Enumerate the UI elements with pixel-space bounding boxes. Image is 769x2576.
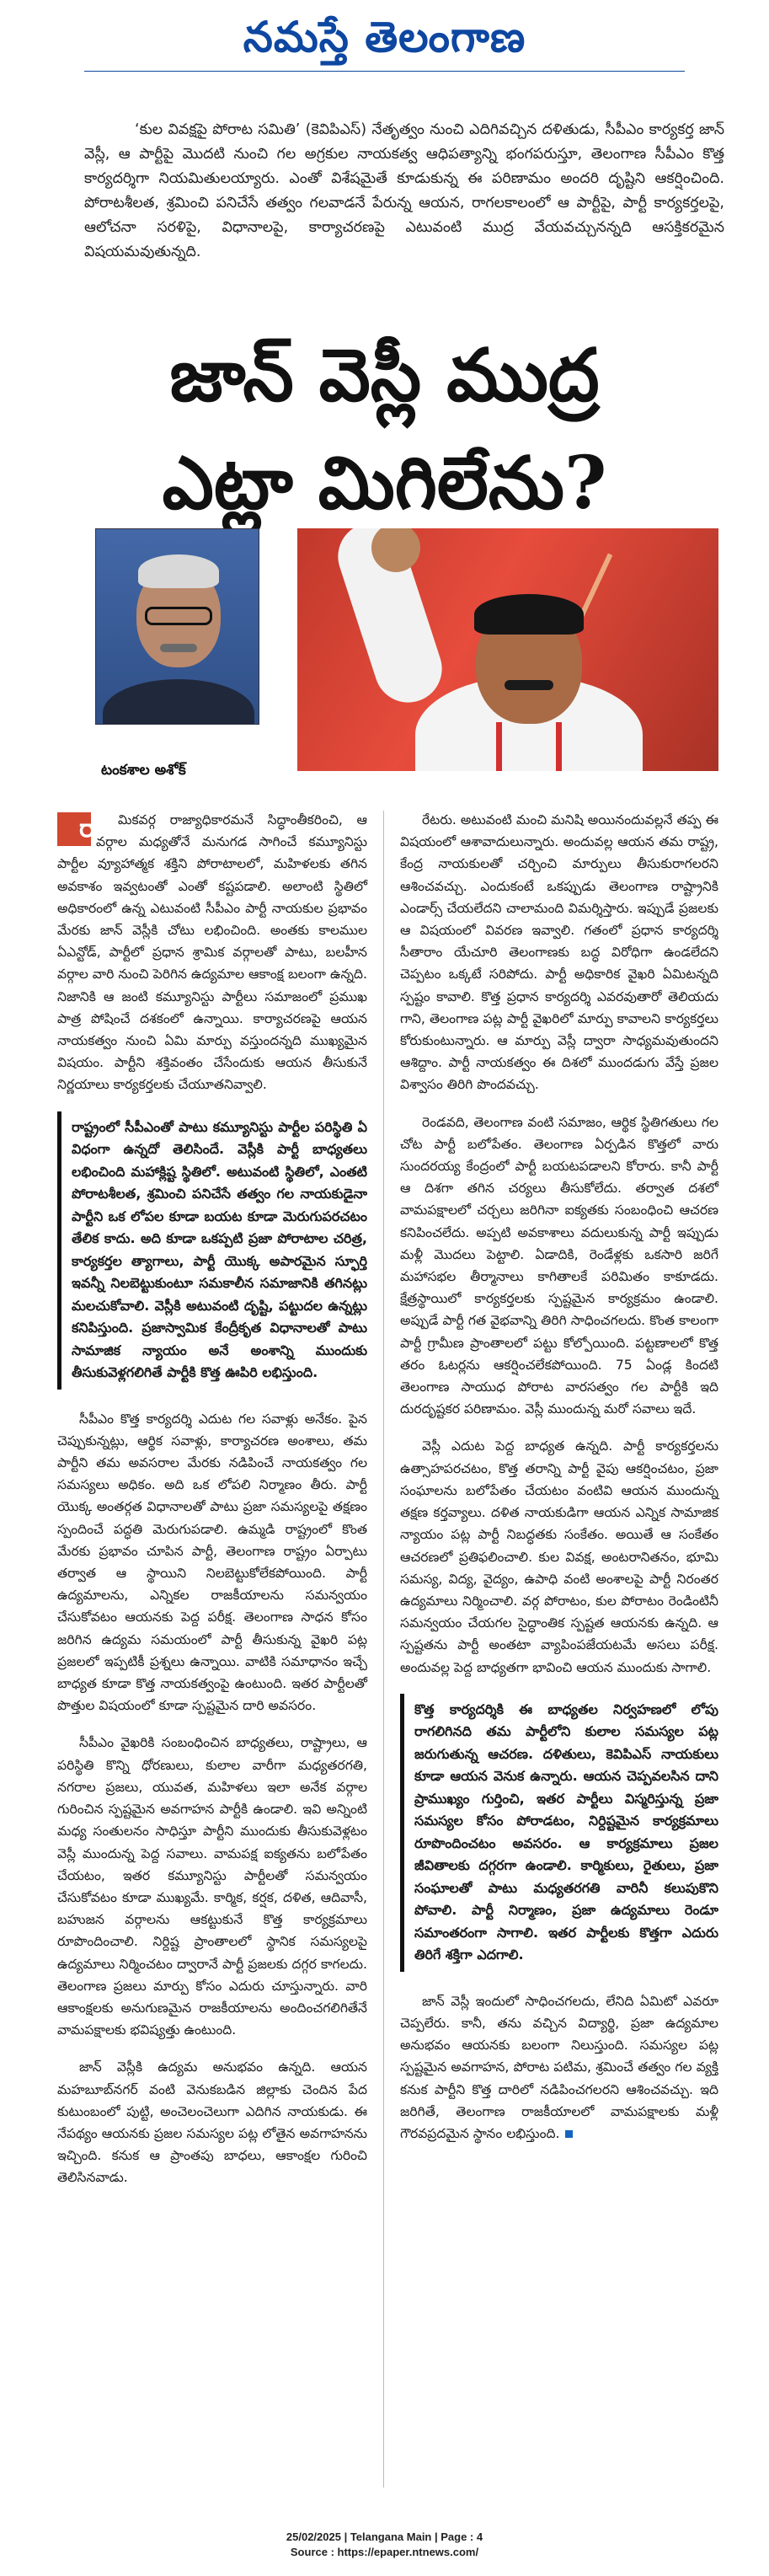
headline-line-2: ఎట్లా మిగిలేను? xyxy=(162,441,607,526)
dropcap: రా xyxy=(57,812,91,846)
masthead xyxy=(0,0,769,78)
paragraph: జాన్ వెస్లీకి ఉద్యమ అనుభవం ఉన్నది. ఆయన మహబూబ్‌నగర్ వంటి వెనుకబడిన జిల్లాకు చెందిన పేద కుటుంబంలో పుట్టి, అంచెలంచెలుగా ఎదిగిన నాయకుడు. ఈ నేపథ్యం ఆయనకు ప్రజల సమస్యల పట్ల లోతైన అవగాహనను ఇచ్చింది. కనుక ఆ ప్రాంతపు బాధలు, ఆకాంక్షల గురించి తెలిసినవాడు. xyxy=(57,2059,367,2186)
paragraph-text: మికవర్గ రాజ్యాధికారమనే సిద్ధాంతీకరించి, ఆ వర్గాల మధ్యతోనే మనుగడ సాగించే కమ్యూనిస్టు పార్టీల వ్యూహాత్మక శక్తిని పోరాటాలలో, మహిళలకు తగిన అవకాశం ఇవ్వటంతో ఎంతో కష్టపడాలి. అలాంటి స్థితిలో అధికారంలో ఉన్న ఎటువంటి సీపీఎం పార్టీ నాయకుల ప్రభావం మేరకు జాన్ వెస్లీకి చోటు లభించింది. అంతకు కాలముల ఏఎన్టోడ్, పార్టీలో ప్రధాన శ్రామిక వర్గాలతో పాటు, బలహీన వర్గాల వారి నుంచి పెరిగిన ఉద్యమాల ఆకాంక్ష బలంగా ఉన్నది. నిజానికి ఆ జంటి కమ్యూనిస్టు పార్టీలు సమాజంలో ప్రముఖ పాత్ర పోషించే దశకంలో ఉన్నాయి. కార్యాచరణపై ఆయన నాయకత్వం నుంచి ఏమి మార్పు వస్తుందన్నది ముఖ్యమైన విషయం. పార్టీని శక్తివంతం చేసేందుకు ఆయన తీసుకునే నిర్ణయాలు కార్యకర్తలకు చేయూతనివ్వాలి. xyxy=(57,812,367,1093)
author-hair xyxy=(138,554,219,588)
footer-source: Source : https://epaper.ntnews.com/ xyxy=(290,2546,479,2558)
subject-mustache xyxy=(505,680,553,690)
author-photo xyxy=(95,528,259,725)
paragraph xyxy=(57,809,367,1096)
masthead-divider xyxy=(84,71,685,72)
subject-lanyard xyxy=(496,722,562,771)
paragraph-text: జాన్ వెస్లీ ఇందులో సాధించగలదు, లేనిది ఏమిటో ఎవరూ చెప్పలేరు. కానీ, తను వచ్చిన విద్యార్థి, ప్రజా ఉద్యమాల అనుభవం ఆయనకు బలంగా నిలుస్తుంది. సమస్యల పట్ల స్పష్టమైన అవగాహన, పోరాట పటిమ, శ్రమించే తత్వం గల వ్యక్తి కనుక పార్టీని కొత్త దారిలో నడిపించగలరని ఆశించవచ్చు. ఇది జరిగితే, తెలంగాణ రాజకీయాలలో వామపక్షాలకు మళ్లీ గౌరవప్రదమైన స్థానం లభిస్తుంది. xyxy=(400,1993,718,2141)
masthead-title: నమస్తే తెలంగాణ xyxy=(243,12,526,62)
author-mustache xyxy=(160,644,197,652)
subject-hair xyxy=(474,594,584,635)
subject-fist xyxy=(371,528,420,572)
footer-date-page: 25/02/2025 | Telangana Main | Page : 4 xyxy=(286,2530,483,2543)
paragraph: సీపీఎం కొత్త కార్యదర్శి ఎదుట గల సవాళ్లు అనేకం. పైన చెప్పుకున్నట్లు, ఆర్థిక సవాళ్లు, కార్యాచరణ అంశాలు, తమ పార్టీని తమ అవసరాల మేరకు నడిపించే నాయకత్వం గల సమస్యలు అధికం. అది ఒక లోపలి నిర్మాణం తీరు. పార్టీ యొక్క అంతర్గత విధానాలతో పాటు ప్రజా సమస్యలపై తక్షణం స్పందించే పద్ధతి మెరుగుపడాలి. ఉమ్మడి రాష్ట్రంలో కొంత మేరకు ప్రభావం చూపిన పార్టీ, తెలంగాణ రాష్ట్రం ఏర్పాటు తర్వాత ఆ స్థాయిని నిలబెట్టుకోలేకపోయింది. పార్టీ ఉద్యమాలను, ఎన్నికల రాజకీయాలను సమన్వయం చేసుకోవటం ఆయనకు పెద్ద పరీక్ష. తెలంగాణ సాధన కోసం జరిగిన ఉద్యమ సమయంలో పార్టీ తీసుకున్న వైఖరి పట్ల ప్రజలలో ఇప్పటికీ ప్రశ్నలు ఉన్నాయి. వాటికి సమాధానం ఇచ్చే బాధ్యత కూడా కొత్త నాయకత్వంపై ఉంటుంది. ఇతర పార్టీలతో పొత్తుల విషయంలో కూడా స్పష్టమైన దారి అవసరం. xyxy=(57,1411,367,1714)
article-column-right xyxy=(400,809,718,2160)
pullquote xyxy=(400,1694,718,1972)
pullquote xyxy=(57,1111,367,1390)
article-column-left xyxy=(57,809,367,2204)
paragraph: వెస్లీ ఎదుట పెద్ద బాధ్యత ఉన్నది. పార్టీ కార్యకర్తలను ఉత్సాహపరచటం, కొత్త తరాన్ని పార్టీ వైపు ఆకర్షించటం, ప్రజా సంఘాలను బలోపేతం చేయటం వంటివి ఆయన ముందున్న తక్షణ కర్తవ్యాలు. దళిత నాయకుడిగా ఆయన ఎన్నిక సామాజిక న్యాయం పట్ల పార్టీ నిబద్ధతకు సంకేతం. అయితే ఆ సంకేతం ఆచరణలో ప్రతిఫలించాలి. కుల వివక్ష, అంటరానితనం, భూమి సమస్య, విద్య, వైద్యం, ఉపాధి వంటి అంశాలపై పార్టీ నిరంతర ఉద్యమాలు నిర్మించాలి. వర్గ పోరాటం, కుల పోరాటం రెండింటినీ సమన్వయం చేయగల సైద్ధాంతిక స్పష్టత ఆయనకు ఉన్నది. ఆ స్పష్టతను పార్టీ అంతటా వ్యాపింపజేయటమే అసలు పరీక్ష. అందువల్ల పెద్ద బాధ్యతగా భావించి ఆయన ముందుకు సాగాలి. xyxy=(400,1438,718,1675)
end-mark-icon xyxy=(565,2130,573,2138)
author-glasses xyxy=(145,607,212,625)
paragraph: రెండవది, తెలంగాణ వంటి సమాజం, ఆర్థిక స్థితిగతులు గల చోట పార్టీ బలోపేతం. తెలంగాణ ఏర్పడిన కొత్తలో వారు సుందరయ్య కేంద్రంలో పార్టీ బయటపడాలని కోరారు. కానీ పార్టీ ఆ దిశగా తగిన చర్యలు తీసుకోలేదు. తర్వాత దశలో వామపక్షాలలో చర్చలు జరిగినా ఐక్యతకు సంబంధించి ఆచరణ కనిపించలేదు. అప్పటి అవకాశాలు వదులుకున్న పార్టీ ఇప్పుడు మళ్లీ మొదలు పెట్టాలి. ఏడాదికి, రెండేళ్లకు ఒకసారి జరిగే మహాసభల తీర్మానాలు కాగితాలకే పరిమితం కాకూడదు. క్షేత్రస్థాయిలో కార్యకర్తలకు స్పష్టమైన కార్యక్రమం ఉండాలి. అప్పుడే పార్టీ గత వైభవాన్ని తిరిగి సాధించగలదు. కొంత కాలంగా పార్టీ గ్రామీణ ప్రాంతాలలో పట్టు కోల్పోయింది. పట్టణాలలో కొత్త తరం ఓటర్లను ఆకర్షించలేకపోయింది. 75 ఏండ్ల కిందటి తెలంగాణ సాయుధ పోరాట వారసత్వం గల పార్టీకి ఇది దురదృష్టకర పరిణామం. వెస్లీ ముందున్న మరో సవాలు ఇదే. xyxy=(400,1114,718,1417)
paragraph: రేటరు. అటువంటి మంచి మనిషి అయినందువల్లనే తప్ప ఈ విషయంలో ఆశావాదులున్నారు. అందువల్ల ఆయన తమ రాష్ట్ర, కేంద్ర నాయకులతో చర్చించి మార్పులు తీసుకురాగలరని ఆశించవచ్చు. ఎందుకంటే ఒకప్పుడు తెలంగాణ రాష్ట్రానికి ఎండార్స్ చేయలేదని చాలామంది విమర్శిస్తారు. ఇప్పుడే ప్రజలకు ఆ విషయంలో వివరణ ఇవ్వాలి. గతంలో ప్రధాన కార్యదర్శి సీతారాం యేచూరి తెలంగాణకు బద్ధ విరోధిగా ఉండలేదని చెప్పటం ఒక్కటే సరిపోదు. పార్టీ అధికారిక వైఖరి ఏమిటన్నది స్పష్టం కావాలి. కొత్త ప్రధాన కార్యదర్శి ఎవరవుతారో తెలియదు గాని, తెలంగాణ పట్ల పార్టీ వైఖరిలో మార్పు కావాలని కార్యకర్తలు కోరుకుంటున్నారు. ఆ మార్పు వెస్లీ ద్వారా సాధ్యమవుతుందని ఆశిద్దాం. పార్టీ నాయకత్వం ఈ దిశలో ముందడుగు వేస్తే ప్రజల విశ్వాసం తిరిగి పొందవచ్చు. xyxy=(400,812,718,1093)
author-shirt xyxy=(103,679,254,725)
paragraph xyxy=(400,1990,718,2145)
author-byline: టంకశాల అశోక్ xyxy=(101,762,186,779)
article-intro: ‘కుల వివక్షపై పోరాట సమితి’ (కెవిపిఎస్‌) నేతృత్వం నుంచి ఎదిగివచ్చిన దళితుడు, సీపీఎం కార్యకర్త జాన్ వెస్లీ, ఆ పార్టీపై మొదటి నుంచి గల అగ్రకుల నాయకత్వ ఆధిపత్యాన్ని భంగపరుస్తూ, తెలంగాణ సీపీఎం కొత్త కార్యదర్శిగా నియమితులయ్యారు. ఎంతో విశేషమైతే కూడుకున్న ఈ పరిణామం అందరి దృష్టిని ఆకర్షించింది. పోరాటశీలత, శ్రమించి పనిచేసే తత్వం గలవాడనే పేరున్న ఆయన, రాగలకాలంలో ఆ పార్టీపై, పార్టీ కార్యకర్తలపై, ఆలోచనా సరళిపై, విధానాలపై, కార్యాచరణపై ఎటువంటి ముద్ర వేయవచ్చునన్నది ఆసక్తికరమైన విషయమవుతున్నది. xyxy=(84,121,724,260)
subject-photo xyxy=(297,528,718,771)
column-divider xyxy=(383,811,384,2488)
pullquote-text: కొత్త కార్యదర్శికి ఈ బాధ్యతల నిర్వహణలో లోపు రాగలిగినది తమ పార్టీలోని కులాల సమస్యల పట్ల జరుగుతున్న ఆచరణ. దళితులు, కెవిపిఎస్ నాయకులు కూడా ఆయన వెనుక ఉన్నారు. ఆయన చెప్పవలసిన దాని ప్రాముఖ్యం గుర్తించి, ఇతర పార్టీలు విస్మరిస్తున్న ప్రజా సమస్యల కోసం పోరాడటం, నిర్దిష్టమైన కార్యక్రమాలు రూపొందించటం అవసరం. ఆ కార్యక్రమాలు ప్రజల జీవితాలకు దగ్గరగా ఉండాలి. కార్మికులు, రైతులు, ప్రజా సంఘాలతో పాటు మధ్యతరగతి వారినీ కలుపుకొని పోవాలి. పార్టీ నిర్మాణం, ప్రజా ఉద్యమాలు రెండూ సమాంతరంగా సాగాలి. ఇతర పార్టీలకు కొత్తగా ఎదురు తిరిగే శక్తిగా ఎదగాలి. xyxy=(414,1700,718,1963)
page-footer xyxy=(0,2530,769,2560)
pullquote-text: రాష్ట్రంలో సీపీఎంతో పాటు కమ్యూనిస్టు పార్టీల పరిస్థితి ఏ విధంగా ఉన్నదో తెలిసిందే. వెస్లీకి పార్టీ బాధ్యతలు లభించింది మహాక్లిష్ట స్థితిలో. అటువంటి స్థితిలో, ఎంతటి పోరాటశీలత, శ్రమించి పనిచేసే తత్వం గల నాయకుడైనా పార్టీని ఒక లోపల కూడా బయట కూడా మెరుగుపరచటం తేలిక కాదు. అది కూడా ఒకప్పటి ప్రజా పోరాటాల చరిత్ర, కార్యకర్తల త్యాగాలు, పార్టీ యొక్క అపారమైన స్ఫూర్తి ఇవన్నీ నిలబెట్టుకుంటూ సమకాలీన సమాజానికి తగినట్లు మలచుకోవాలి. వెస్లీకి అటువంటి దృష్టి, పట్టుదల ఉన్నట్లు కనిపిస్తుంది. ప్రజాస్వామిక కేంద్రీకృత విధానాలతో పాటు సామాజిక న్యాయం అనే అంశాన్ని ముందుకు తీసుకువెళ్లగలిగితే పార్టీకి కొత్త ఊపిరి లభిస్తుంది. xyxy=(72,1118,367,1381)
headline-line-1: జాన్ వెస్లీ ముద్ర xyxy=(169,333,600,418)
paragraph: సీపీఎం వైఖరికి సంబంధించిన బాధ్యతలు, రాష్ట్రాలు, ఆ పరిస్థితి కొన్ని ధోరణులు, కులాల వారీగా మధ్యతరగతి, నగరాల ప్రజలు, యువత, మహిళలు ఇలా అనేక వర్గాల గురించిన స్పష్టమైన అవగాహన పార్టీకి ఉండాలి. ఇవి అన్నింటి మధ్య సంతులనం సాధిస్తూ పార్టీని ముందుకు తీసుకువెళ్లటం వెస్లీ ముందున్న పెద్ద సవాలు. వామపక్ష ఐక్యతను బలోపేతం చేయటం, ఇతర కమ్యూనిస్టు పార్టీలతో సమన్వయం చేసుకోవటం కూడా ముఖ్యమే. కార్మిక, కర్షక, దళిత, ఆదివాసీ, బహుజన వర్గాలను ఆకట్టుకునే కొత్త కార్యక్రమాలు రూపొందించాలి. నిర్దిష్ట ప్రాంతాలలో స్థానిక సమస్యలపై ఉద్యమాలు నిర్మించటం ద్వారానే పార్టీ ప్రజలకు దగ్గర కాగలదు. తెలంగాణ ప్రజలు మార్పు కోసం ఎదురు చూస్తున్నారు. వారి ఆకాంక్షలకు అనుగుణమైన రాజకీయాలను అందించగలిగితేనే వామపక్షాలకు భవిష్యత్తు ఉంటుంది. xyxy=(57,1735,367,2038)
article-headline xyxy=(51,322,718,538)
